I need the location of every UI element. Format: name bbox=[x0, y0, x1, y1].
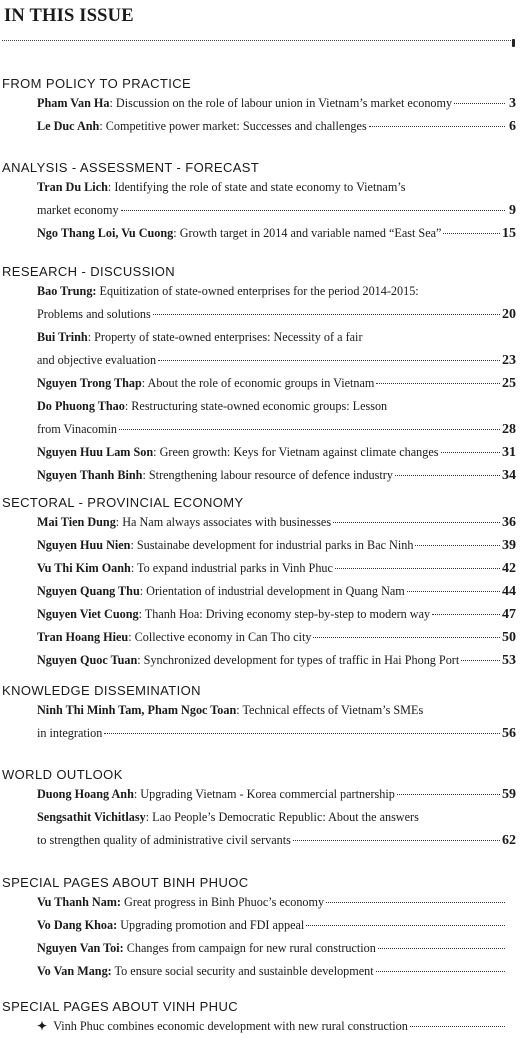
dot-leader bbox=[313, 637, 500, 638]
toc-entry[interactable] bbox=[37, 534, 516, 557]
dot-leader bbox=[333, 522, 500, 523]
dot-leader bbox=[376, 971, 505, 972]
toc-entry[interactable] bbox=[37, 806, 516, 852]
entry-line bbox=[37, 303, 516, 326]
dot-leader bbox=[104, 733, 500, 734]
entry-title: in integration bbox=[37, 726, 103, 740]
dot-leader bbox=[369, 126, 505, 127]
page-number: 28 bbox=[502, 422, 516, 437]
toc-entry[interactable] bbox=[37, 511, 516, 534]
section-heading: WORLD OUTLOOK bbox=[2, 767, 123, 782]
toc-entry[interactable] bbox=[37, 441, 516, 464]
entry-title: : Competitive power market: Successes and challenges bbox=[99, 119, 367, 133]
title-rule-end-mark bbox=[512, 39, 515, 47]
dot-leader bbox=[443, 233, 500, 234]
dot-leader bbox=[376, 383, 500, 384]
entry-author: Duong Hoang Anh bbox=[37, 787, 134, 801]
entry-title: and objective evaluation bbox=[37, 353, 157, 367]
toc-entry[interactable] bbox=[37, 464, 516, 487]
toc-entry[interactable] bbox=[37, 937, 516, 960]
entry-title: : Green growth: Keys for Vietnam against climate changes bbox=[153, 445, 439, 459]
entry-line bbox=[37, 418, 516, 441]
entry-title: : Thanh Hoa: Driving economy step-by-step to modern way bbox=[138, 607, 431, 621]
page-number: 34 bbox=[502, 468, 516, 483]
entry-line bbox=[37, 914, 516, 937]
toc-entry[interactable] bbox=[37, 960, 516, 983]
page-number: 47 bbox=[502, 607, 516, 622]
entry-author: Vu Thi Kim Oanh bbox=[37, 561, 131, 575]
page-number: 44 bbox=[502, 584, 516, 599]
entry-author: Nguyen Huu Nien bbox=[37, 538, 131, 552]
section-heading: SECTORAL - PROVINCIAL ECONOMY bbox=[2, 495, 244, 510]
dot-leader bbox=[326, 902, 505, 903]
dot-leader bbox=[441, 452, 500, 453]
page-number: 25 bbox=[502, 376, 516, 391]
dot-leader bbox=[415, 545, 500, 546]
entry-author: Ngo Thang Loi, Vu Cuong bbox=[37, 226, 174, 240]
entry-title: To ensure social security and sustainble development bbox=[111, 964, 374, 978]
dot-leader bbox=[461, 660, 500, 661]
entry-title: : Orientation of industrial development in Quang Nam bbox=[139, 584, 405, 598]
entry-line bbox=[37, 722, 516, 745]
entry-line bbox=[37, 699, 516, 722]
toc-entry[interactable] bbox=[37, 372, 516, 395]
entry-author: Tran Hoang Hieu bbox=[37, 630, 129, 644]
entry-line bbox=[37, 92, 516, 115]
entry-line bbox=[37, 891, 516, 914]
section-heading: RESEARCH - DISCUSSION bbox=[2, 264, 176, 279]
toc-entry[interactable] bbox=[37, 649, 516, 672]
toc-entry[interactable] bbox=[37, 1015, 516, 1038]
entry-author: Nguyen Quang Thu bbox=[37, 584, 140, 598]
entry-line bbox=[37, 115, 516, 138]
section-heading: SPECIAL PAGES ABOUT VINH PHUC bbox=[2, 999, 239, 1014]
entry-author: Ninh Thi Minh Tam, Pham Ngoc Toan bbox=[37, 703, 237, 717]
dot-leader bbox=[121, 210, 505, 211]
entry-title: : Strengthening labour resource of defence industry bbox=[142, 468, 393, 482]
page-number: 50 bbox=[502, 630, 516, 645]
page-number: 3 bbox=[509, 96, 516, 111]
entry-author: Mai Tien Dung bbox=[37, 515, 116, 529]
entry-title: : Identifying the role of state and state economy to Vietnam’s bbox=[107, 180, 406, 194]
entry-title: Great progress in Binh Phuoc’s economy bbox=[121, 895, 325, 909]
dot-leader bbox=[454, 103, 505, 104]
entry-author: Nguyen Thanh Binh bbox=[37, 468, 143, 482]
toc-entry[interactable] bbox=[37, 783, 516, 806]
dot-leader bbox=[410, 1026, 505, 1027]
entry-line bbox=[37, 395, 516, 418]
entry-line bbox=[37, 806, 516, 829]
entry-title: from Vinacomin bbox=[37, 422, 117, 436]
page-number: 59 bbox=[502, 787, 516, 802]
entry-line bbox=[37, 534, 516, 557]
entry-title: Equitization of state-owned enterprises for the period 2014-2015: bbox=[96, 284, 419, 298]
contents-title: IN THIS ISSUE bbox=[4, 6, 134, 26]
entry-title: : Restructuring state-owned economic groups: Lesson bbox=[124, 399, 388, 413]
toc-entry[interactable] bbox=[37, 222, 516, 245]
toc-entry[interactable] bbox=[37, 92, 516, 115]
entry-title: : Sustainabe development for industrial parks in Bac Ninh bbox=[130, 538, 414, 552]
toc-entry[interactable] bbox=[37, 699, 516, 745]
entry-title: : Growth target in 2014 and variable named “East Sea” bbox=[173, 226, 442, 240]
entry-title: : Upgrading Vietnam - Korea commercial partnership bbox=[133, 787, 395, 801]
entry-line bbox=[37, 1015, 516, 1038]
entry-title: : Technical effects of Vietnam’s SMEs bbox=[236, 703, 424, 717]
entry-title: to strengthen quality of administrative civil servants bbox=[37, 833, 291, 847]
entry-title: : Discussion on the role of labour union in Vietnam’s market economy bbox=[109, 96, 453, 110]
entry-author: Do Phuong Thao bbox=[37, 399, 125, 413]
entry-title: : Ha Nam always associates with businesses bbox=[115, 515, 332, 529]
entry-title: : To expand industrial parks in Vinh Phuc bbox=[130, 561, 333, 575]
entry-author: Nguyen Trong Thap bbox=[37, 376, 142, 390]
toc-entry[interactable] bbox=[37, 580, 516, 603]
section-heading: SPECIAL PAGES ABOUT BINH PHUOC bbox=[2, 875, 249, 890]
entry-author: Vo Dang Khoa: bbox=[37, 918, 118, 932]
entry-line bbox=[37, 557, 516, 580]
entry-author: Nguyen Viet Cuong bbox=[37, 607, 139, 621]
toc-entry[interactable] bbox=[37, 280, 516, 326]
toc-entry[interactable] bbox=[37, 176, 516, 222]
page-number: 15 bbox=[502, 226, 516, 241]
entry-line bbox=[37, 464, 516, 487]
section-heading: FROM POLICY TO PRACTICE bbox=[2, 76, 192, 91]
entry-title: : Lao People’s Democratic Republic: About the answers bbox=[145, 810, 419, 824]
entry-line bbox=[37, 176, 516, 199]
entry-line bbox=[37, 511, 516, 534]
entry-line bbox=[37, 626, 516, 649]
page-number: 39 bbox=[502, 538, 516, 553]
page-number: 9 bbox=[509, 203, 516, 218]
dot-leader bbox=[158, 360, 500, 361]
dot-leader bbox=[395, 475, 500, 476]
entry-line bbox=[37, 783, 516, 806]
toc-entry[interactable] bbox=[37, 914, 516, 937]
entry-line bbox=[37, 441, 516, 464]
section-heading: KNOWLEDGE DISSEMINATION bbox=[2, 683, 201, 698]
entry-title: market economy bbox=[37, 203, 119, 217]
page-number: 42 bbox=[502, 561, 516, 576]
dot-leader bbox=[432, 614, 500, 615]
entry-title: Changes from campaign for new rural construction bbox=[123, 941, 376, 955]
entry-author: Nguyen Van Toi: bbox=[37, 941, 124, 955]
toc-entry[interactable] bbox=[37, 115, 516, 138]
toc-entry[interactable] bbox=[37, 626, 516, 649]
toc-entry[interactable] bbox=[37, 891, 516, 914]
title-dotted-rule bbox=[2, 40, 513, 41]
entry-title: Problems and solutions bbox=[37, 307, 151, 321]
dot-leader bbox=[407, 591, 500, 592]
dot-leader bbox=[119, 429, 500, 430]
section-heading: ANALYSIS - ASSESSMENT - FORECAST bbox=[2, 160, 260, 175]
dot-leader bbox=[293, 840, 500, 841]
page-number: 53 bbox=[502, 653, 516, 668]
dot-leader bbox=[306, 925, 505, 926]
entry-author: Vo Van Mang: bbox=[37, 964, 112, 978]
dot-leader bbox=[335, 568, 500, 569]
entry-title: : Collective economy in Can Tho city bbox=[128, 630, 312, 644]
entry-author: Le Duc Anh bbox=[37, 119, 100, 133]
entry-line bbox=[37, 222, 516, 245]
toc-entry[interactable] bbox=[37, 557, 516, 580]
entry-author: Bao Trung: bbox=[37, 284, 97, 298]
entry-author: Pham Van Ha bbox=[37, 96, 110, 110]
page-number: 36 bbox=[502, 515, 516, 530]
entry-line bbox=[37, 603, 516, 626]
toc-entry[interactable] bbox=[37, 603, 516, 626]
entry-author: Sengsathit Vichitlasy bbox=[37, 810, 146, 824]
entry-line bbox=[37, 649, 516, 672]
entry-author: Bui Trinh bbox=[37, 330, 88, 344]
page-number: 20 bbox=[502, 307, 516, 322]
entry-line bbox=[37, 199, 516, 222]
entry-author: Vu Thanh Nam: bbox=[37, 895, 121, 909]
star-bullet-icon: ✦ bbox=[37, 1019, 48, 1033]
toc-entry[interactable] bbox=[37, 326, 516, 372]
dot-leader bbox=[153, 314, 500, 315]
entry-line bbox=[37, 580, 516, 603]
toc-entry[interactable] bbox=[37, 395, 516, 441]
dot-leader bbox=[378, 948, 505, 949]
entry-line bbox=[37, 326, 516, 349]
entry-title: : Synchronized development for types of traffic in Hai Phong Port bbox=[137, 653, 460, 667]
entry-author: Nguyen Quoc Tuan bbox=[37, 653, 138, 667]
entry-line bbox=[37, 960, 516, 983]
page-number: 6 bbox=[509, 119, 516, 134]
entry-line bbox=[37, 829, 516, 852]
entry-author: Nguyen Huu Lam Son bbox=[37, 445, 154, 459]
page-number: 62 bbox=[502, 833, 516, 848]
entry-title: Vinh Phuc combines economic development with new rural construction bbox=[53, 1019, 408, 1033]
entry-line bbox=[37, 372, 516, 395]
page-number: 56 bbox=[502, 726, 516, 741]
page-number: 23 bbox=[502, 353, 516, 368]
entry-author: Tran Du Lich bbox=[37, 180, 108, 194]
entry-title: Upgrading promotion and FDI appeal bbox=[117, 918, 305, 932]
entry-title: : Property of state-owned enterprises: Necessity of a fair bbox=[87, 330, 363, 344]
entry-line bbox=[37, 280, 516, 303]
entry-title: : About the role of economic groups in Vietnam bbox=[141, 376, 375, 390]
entry-line bbox=[37, 349, 516, 372]
page-number: 31 bbox=[502, 445, 516, 460]
entry-line bbox=[37, 937, 516, 960]
dot-leader bbox=[397, 794, 500, 795]
